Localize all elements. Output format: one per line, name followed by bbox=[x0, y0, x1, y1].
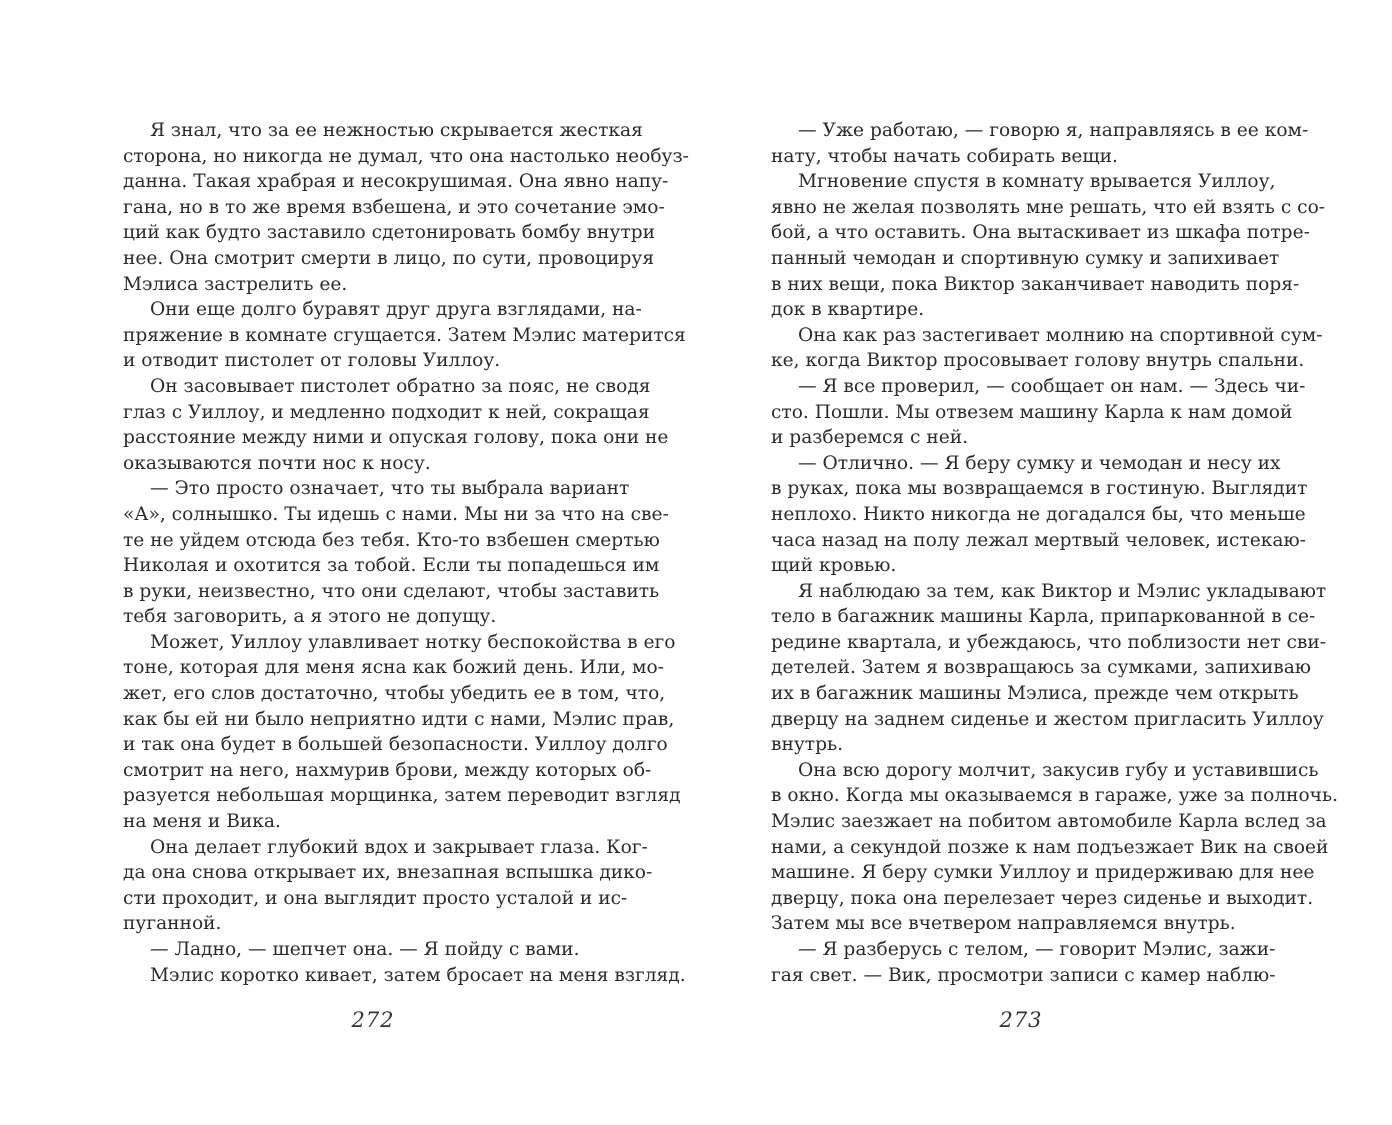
text-line: Он засовывает пистолет обратно за пояс, не сводя bbox=[150, 375, 651, 397]
text-line: ке, когда Виктор просовывает голову внутрь спальни. bbox=[771, 350, 1305, 372]
text-line: глаз с Уиллоу, и медленно подходит к ней, сокращая bbox=[123, 401, 650, 423]
text-line: оказываются почти нос к носу. bbox=[123, 452, 431, 474]
text-line: их в багажник машины Мэлиса, прежде чем открыть bbox=[771, 683, 1299, 705]
text-line: ций как будто заставило сдетонировать бомбу внутри bbox=[123, 222, 656, 244]
text-line: сторона, но никогда не думал, что она настолько необуз- bbox=[123, 145, 689, 167]
text-line: тебя заговорить, а я этого не допущу. bbox=[123, 606, 497, 628]
text-line: Мгновение спустя в комнату врывается Уиллоу, bbox=[798, 171, 1276, 193]
text-line: сти проходит, и она выглядит просто усталой и ис- bbox=[123, 887, 628, 909]
text-line: жет, его слов достаточно, чтобы убедить ее в том, что, bbox=[123, 683, 666, 705]
text-line: Затем мы все вчетвером направляемся внутрь. bbox=[771, 913, 1236, 935]
left-page bbox=[123, 118, 689, 988]
text-line: тело в багажник машины Карла, припаркованной в се- bbox=[771, 606, 1316, 628]
text-line: и разберемся с ней. bbox=[771, 427, 969, 449]
text-line: редине квартала, и убеждаюсь, что поблизости нет сви- bbox=[771, 631, 1327, 653]
text-line: в окно. Когда мы оказываемся в гараже, уже за полночь. bbox=[771, 785, 1338, 807]
text-line: щий кровью. bbox=[771, 555, 897, 577]
right-page bbox=[771, 118, 1338, 988]
text-line: Николая и охотится за тобой. Если ты попадешься им bbox=[123, 555, 660, 577]
text-line: панный чемодан и спортивную сумку и запихивает bbox=[771, 247, 1280, 269]
text-line: неплохо. Никто никогда не догадался бы, что меньше bbox=[771, 503, 1306, 525]
text-line: Мэлис заезжает на побитом автомобиле Карла вслед за bbox=[771, 811, 1327, 833]
text-line: в руки, неизвестно, что они сделают, чтобы заставить bbox=[123, 580, 660, 602]
text-line: — Уже работаю, — говорю я, направляясь в ее ком- bbox=[798, 120, 1309, 141]
text-line: тоне, которая для меня ясна как божий день. Или, мо- bbox=[123, 657, 664, 679]
text-line: «А», солнышко. Ты идешь с нами. Мы ни за что на све- bbox=[123, 503, 669, 525]
text-line: нату, чтобы начать собирать вещи. bbox=[771, 145, 1118, 167]
text-line: — Ладно, — шепчет она. — Я пойду с вами. bbox=[150, 939, 580, 960]
text-line: Может, Уиллоу улавливает нотку беспокойства в его bbox=[150, 631, 676, 653]
text-line: дверцу на заднем сиденье и жестом пригласить Уиллоу bbox=[771, 708, 1324, 730]
text-line: гана, но в то же время взбешена, и это сочетание эмо- bbox=[123, 196, 665, 218]
text-line: в них вещи, пока Виктор заканчивает наводить поря- bbox=[771, 273, 1300, 295]
text-line: пряжение в комнате сгущается. Затем Мэлис матерится bbox=[123, 324, 686, 346]
text-line: Она как раз застегивает молнию на спортивной сум- bbox=[798, 324, 1323, 346]
text-line: явно не желая позволять мне решать, что ей взять с со- bbox=[771, 196, 1326, 218]
text-line: данна. Такая храбрая и несокрушимая. Она явно напу- bbox=[123, 171, 669, 193]
text-line: — Я разберусь с телом, — говорит Мэлис, зажи- bbox=[798, 939, 1276, 960]
text-line: Я наблюдаю за тем, как Виктор и Мэлис укладывают bbox=[798, 580, 1327, 602]
text-line: пуганной. bbox=[123, 913, 222, 935]
text-line: внутрь. bbox=[771, 734, 844, 756]
text-line: Она делает глубокий вдох и закрывает глаза. Ког- bbox=[150, 836, 648, 858]
text-line: на меня и Вика. bbox=[123, 811, 281, 833]
text-line: Мэлис коротко кивает, затем бросает на меня взгляд. bbox=[150, 964, 686, 986]
text-line: те не уйдем отсюда без тебя. Кто-то взбешен смертью bbox=[123, 529, 660, 551]
text-line: и отводит пистолет от головы Уиллоу. bbox=[123, 350, 501, 372]
text-line: Мэлиса застрелить ее. bbox=[123, 273, 348, 295]
text-line: детелей. Затем я возвращаюсь за сумками, запихиваю bbox=[771, 657, 1311, 679]
text-line: док в квартире. bbox=[771, 299, 925, 321]
text-line: машине. Я беру сумки Уиллоу и придерживаю для нее bbox=[771, 862, 1315, 884]
text-line: и так она будет в большей безопасности. Уиллоу долго bbox=[123, 734, 668, 756]
text-line: дверцу, пока она перелезает через сиденье и выходит. bbox=[771, 887, 1314, 909]
text-line: Они еще долго буравят друг друга взглядами, на- bbox=[150, 299, 642, 321]
text-line: Я знал, что за ее нежностью скрывается жесткая bbox=[150, 120, 643, 141]
text-line: смотрит на него, нахмурив брови, между которых об- bbox=[123, 759, 652, 781]
text-line: — Отлично. — Я беру сумку и чемодан и несу их bbox=[798, 452, 1281, 474]
text-line: нее. Она смотрит смерти в лицо, по сути, провоцируя bbox=[123, 247, 655, 269]
text-line: нами, а секундой позже к нам подъезжает Вик на своей bbox=[771, 836, 1329, 858]
left-page-number: 272 bbox=[351, 1008, 395, 1032]
text-line: — Я все проверил, — сообщает он нам. — Здесь чи- bbox=[798, 375, 1306, 397]
text-line: да она снова открывает их, внезапная вспышка дико- bbox=[123, 862, 653, 884]
text-line: расстояние между ними и опуская голову, пока они не bbox=[123, 427, 669, 449]
text-line: часа назад на полу лежал мертвый человек, истекаю- bbox=[771, 529, 1306, 551]
text-line: как бы ей ни было неприятно идти с нами, Мэлис прав, bbox=[123, 708, 675, 730]
text-line: разуется небольшая морщинка, затем переводит взгляд bbox=[123, 785, 681, 807]
text-line: Она всю дорогу молчит, закусив губу и уставившись bbox=[798, 759, 1319, 781]
text-line: в руках, пока мы возвращаемся в гостиную. Выглядит bbox=[771, 478, 1308, 500]
right-page-number: 273 bbox=[999, 1008, 1043, 1032]
text-line: бой, а что оставить. Она вытаскивает из шкафа потре- bbox=[771, 222, 1310, 244]
text-line: гая свет. — Вик, просмотри записи с камер наблю- bbox=[771, 964, 1276, 986]
text-line: сто. Пошли. Мы отвезем машину Карла к нам домой bbox=[771, 401, 1293, 423]
text-line: — Это просто означает, что ты выбрала вариант bbox=[150, 478, 630, 500]
